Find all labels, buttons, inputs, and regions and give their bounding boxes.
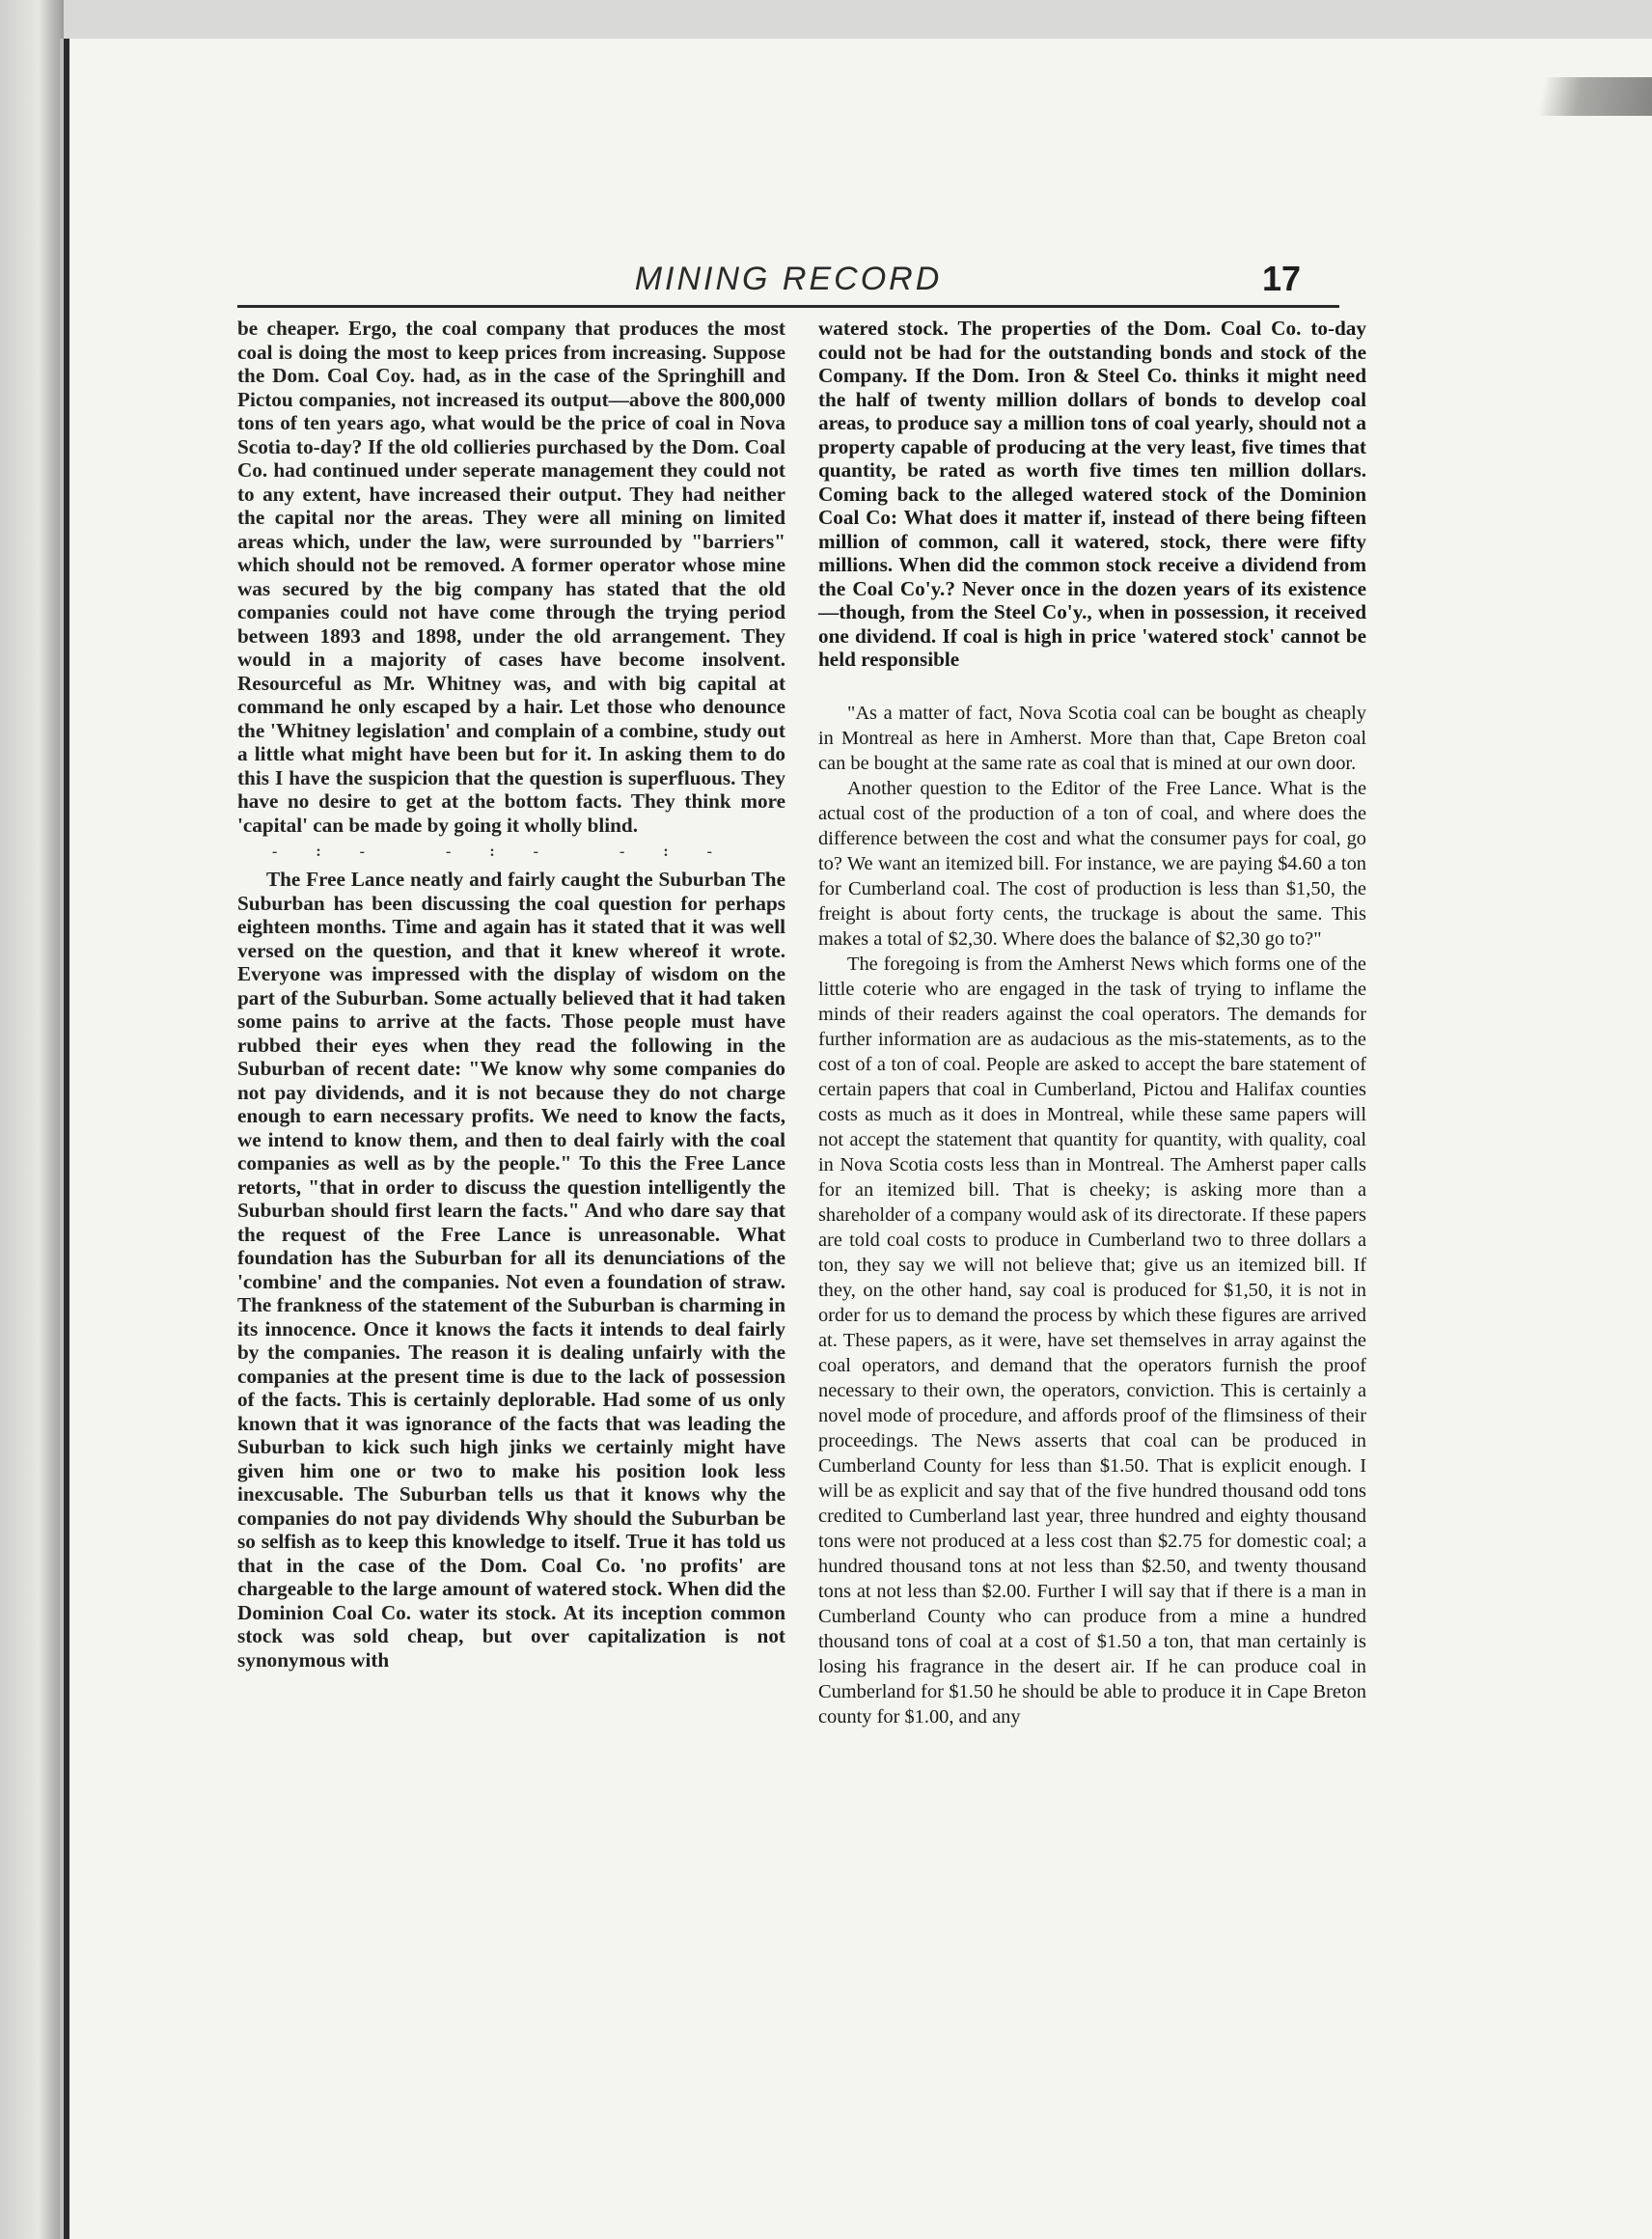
page-number: 17	[1261, 259, 1301, 298]
page-header	[237, 261, 1339, 308]
left-paragraph-1: be cheaper. Ergo, the coal company that produces the most coal is doing the most to keep prices from increasing. Suppose the Dom. Coal Coy. had, as in the case of the Springhill and Pictou companies, not increased its output—above the 800,000 tons of ten years ago, what would be the price of coal in Nova Scotia to-day? If the old collieries purchased by the Dom. Coal Co. had continued under seperate management they could not to any extent, have increased their output. They had neither the capital nor the areas. They were all mining on limited areas which, under the law, were surrounded by "barriers" which should not be removed. A former operator whose mine was secured by the big company has stated that the old companies could not have come through the trying period between 1893 and 1898, under the old arrangement. They would in a majority of cases have become insolvent. Resourceful as Mr. Whitney was, and with big capital at command he only escaped by a hair. Let those who denounce the 'Whitney legislation' and complain of a combine, study out a little what might have been but for it. In asking them to do this I have the suspicion that the question is superfluous. They have no desire to get at the bottom facts. They think more 'capital' can be made by going it wholly blind.	[237, 317, 785, 837]
right-paragraph-1: watered stock. The properties of the Dom. Coal Co. to-day could not be had for the outstanding bonds and stock of the Company. If the Dom. Iron & Steel Co. thinks it might need the half of twenty million dollars of bonds to develop coal areas, to produce say a million tons of coal yearly, should not a property capable of producing at the very least, five times that quantity, be rated as worth five times ten million dollars. Coming back to the alleged watered stock of the Dominion Coal Co: What does it matter if, instead of there being fifteen million of common, call it watered, stock, there were fifty millions. When did the common stock receive a dividend from the Coal Co'y.? Never once in the dozen years of its existence—though, from the Steel Co'y., when in possession, it received one dividend. If coal is high in price 'watered stock' cannot be held responsible	[818, 317, 1366, 671]
right-paragraph-3: Another question to the Editor of the Free Lance. What is the actual cost of the production of a ton of coal, and where does the difference between the cost and what the consumer pays for coal, go to? We want an itemized bill. For instance, we are paying $4.60 a ton for Cumberland coal. The cost of production is less than $1,50, the freight is about forty cents, the truckage is about the same. This makes a total of $2,30. Where does the balance of $2,30 go to?"	[818, 777, 1366, 950]
left-column	[237, 317, 785, 1672]
book-binding-edge	[0, 0, 64, 2239]
right-paragraph-2: "As a matter of fact, Nova Scotia coal can be bought as cheaply in Montreal as here in Amherst. More than that, Cape Breton coal can be bought at the same rate as coal that is mined at our own door.	[818, 702, 1366, 774]
running-title: MINING RECORD	[634, 261, 943, 297]
left-paragraph-2: The Free Lance neatly and fairly caught the Suburban The Suburban has been discussing the coal question for perhaps eighteen months. Time and again has it stated that it was well versed on the question, and that it knew whereof it wrote. Everyone was impressed with the display of wisdom on the part of the Suburban. Some actually believed that it had taken some pains to arrive at the facts. Those people must have rubbed their eyes when they read the following in the Suburban of recent date: "We know why some companies do not pay dividends, and it is not because they do not charge enough to earn necessary profits. We need to know the facts, we intend to know them, and then to deal fairly with the coal companies as well as by the people." To this the Free Lance retorts, "that in order to discuss the question intelligently the Suburban should first learn the facts." And who dare say that the request of the Free Lance is unreasonable. What foundation has the Suburban for all its denunciations of the 'combine' and the companies. Not even a foundation of straw. The frankness of the statement of the Suburban is charming in its innocence. Once it knows the facts it intends to deal fairly by the companies. The reason it is dealing unfairly with the companies at the present time is due to the lack of possession of the facts. This is certainly deplorable. Had some of us only known that it was ignorance of the facts that was leading the Suburban to kick such high jinks we certainly might have given him one or two to make his position look less inexcusable. The Suburban tells us that it knows why the companies do not pay dividends Why should the Suburban be so selfish as to keep this knowledge to itself. True it has told us that in the case of the Dom. Coal Co. 'no profits' are chargeable to the large amount of watered stock. When did the Dominion Coal Co. water its stock. At its inception common stock was sold cheap, but over capitalization is not synonymous with	[237, 868, 785, 1672]
right-column	[818, 317, 1366, 1729]
right-paragraph-4: The foregoing is from the Amherst News which forms one of the little coterie who are engaged in the task of trying to inflame the minds of their readers against the coal operators. The demands for further information are as audacious as the mis-statements, as to the cost of a ton of coal. People are asked to accept the bare statement of certain papers that coal in Cumberland, Pictou and Halifax counties costs as much as it does in Montreal, while these same papers will not accept the statement that quantity for quantity, with quality, coal in Nova Scotia costs less than in Montreal. The Amherst paper calls for an itemized bill. That is cheeky; is asking more than a shareholder of a company would ask of its directorate. If these papers are told coal costs to produce in Cumberland two to three dollars a ton, they say we will not believe that; give us an itemized bill. If they, on the other hand, say coal is produced for $1,50, it is not in order for us to demand the process by which these figures are arrived at. These papers, as it were, have set themselves in array against the coal operators, and demand that the operators furnish the proof necessary to their own, the operators, conviction. This is certainly a novel mode of procedure, and affords proof of the flimsiness of their proceedings. The News asserts that coal can be produced in Cumberland County for less than $1.50. That is explicit enough. I will be as explicit and say that of the five hundred thousand odd tons credited to Cumberland last year, three hundred and eighty thousand tons were not produced at a less cost than $2.75 for domestic coal; a hundred thousand tons at not less than $2.50, and twenty thousand tons at not less than $2.00. Further I will say that if there is a man in Cumberland County who can produce from a mine a hundred thousand tons of coal at a cost of $1.50 a ton, that man certainly is losing his fragrance in the desert air. If he can produce coal in Cumberland for $1.50 he should be able to produce it in Cape Breton county for $1.00, and any	[818, 953, 1366, 1728]
section-separator: -:- -:- -:-	[272, 843, 751, 860]
page-corner-shadow	[1469, 77, 1652, 116]
